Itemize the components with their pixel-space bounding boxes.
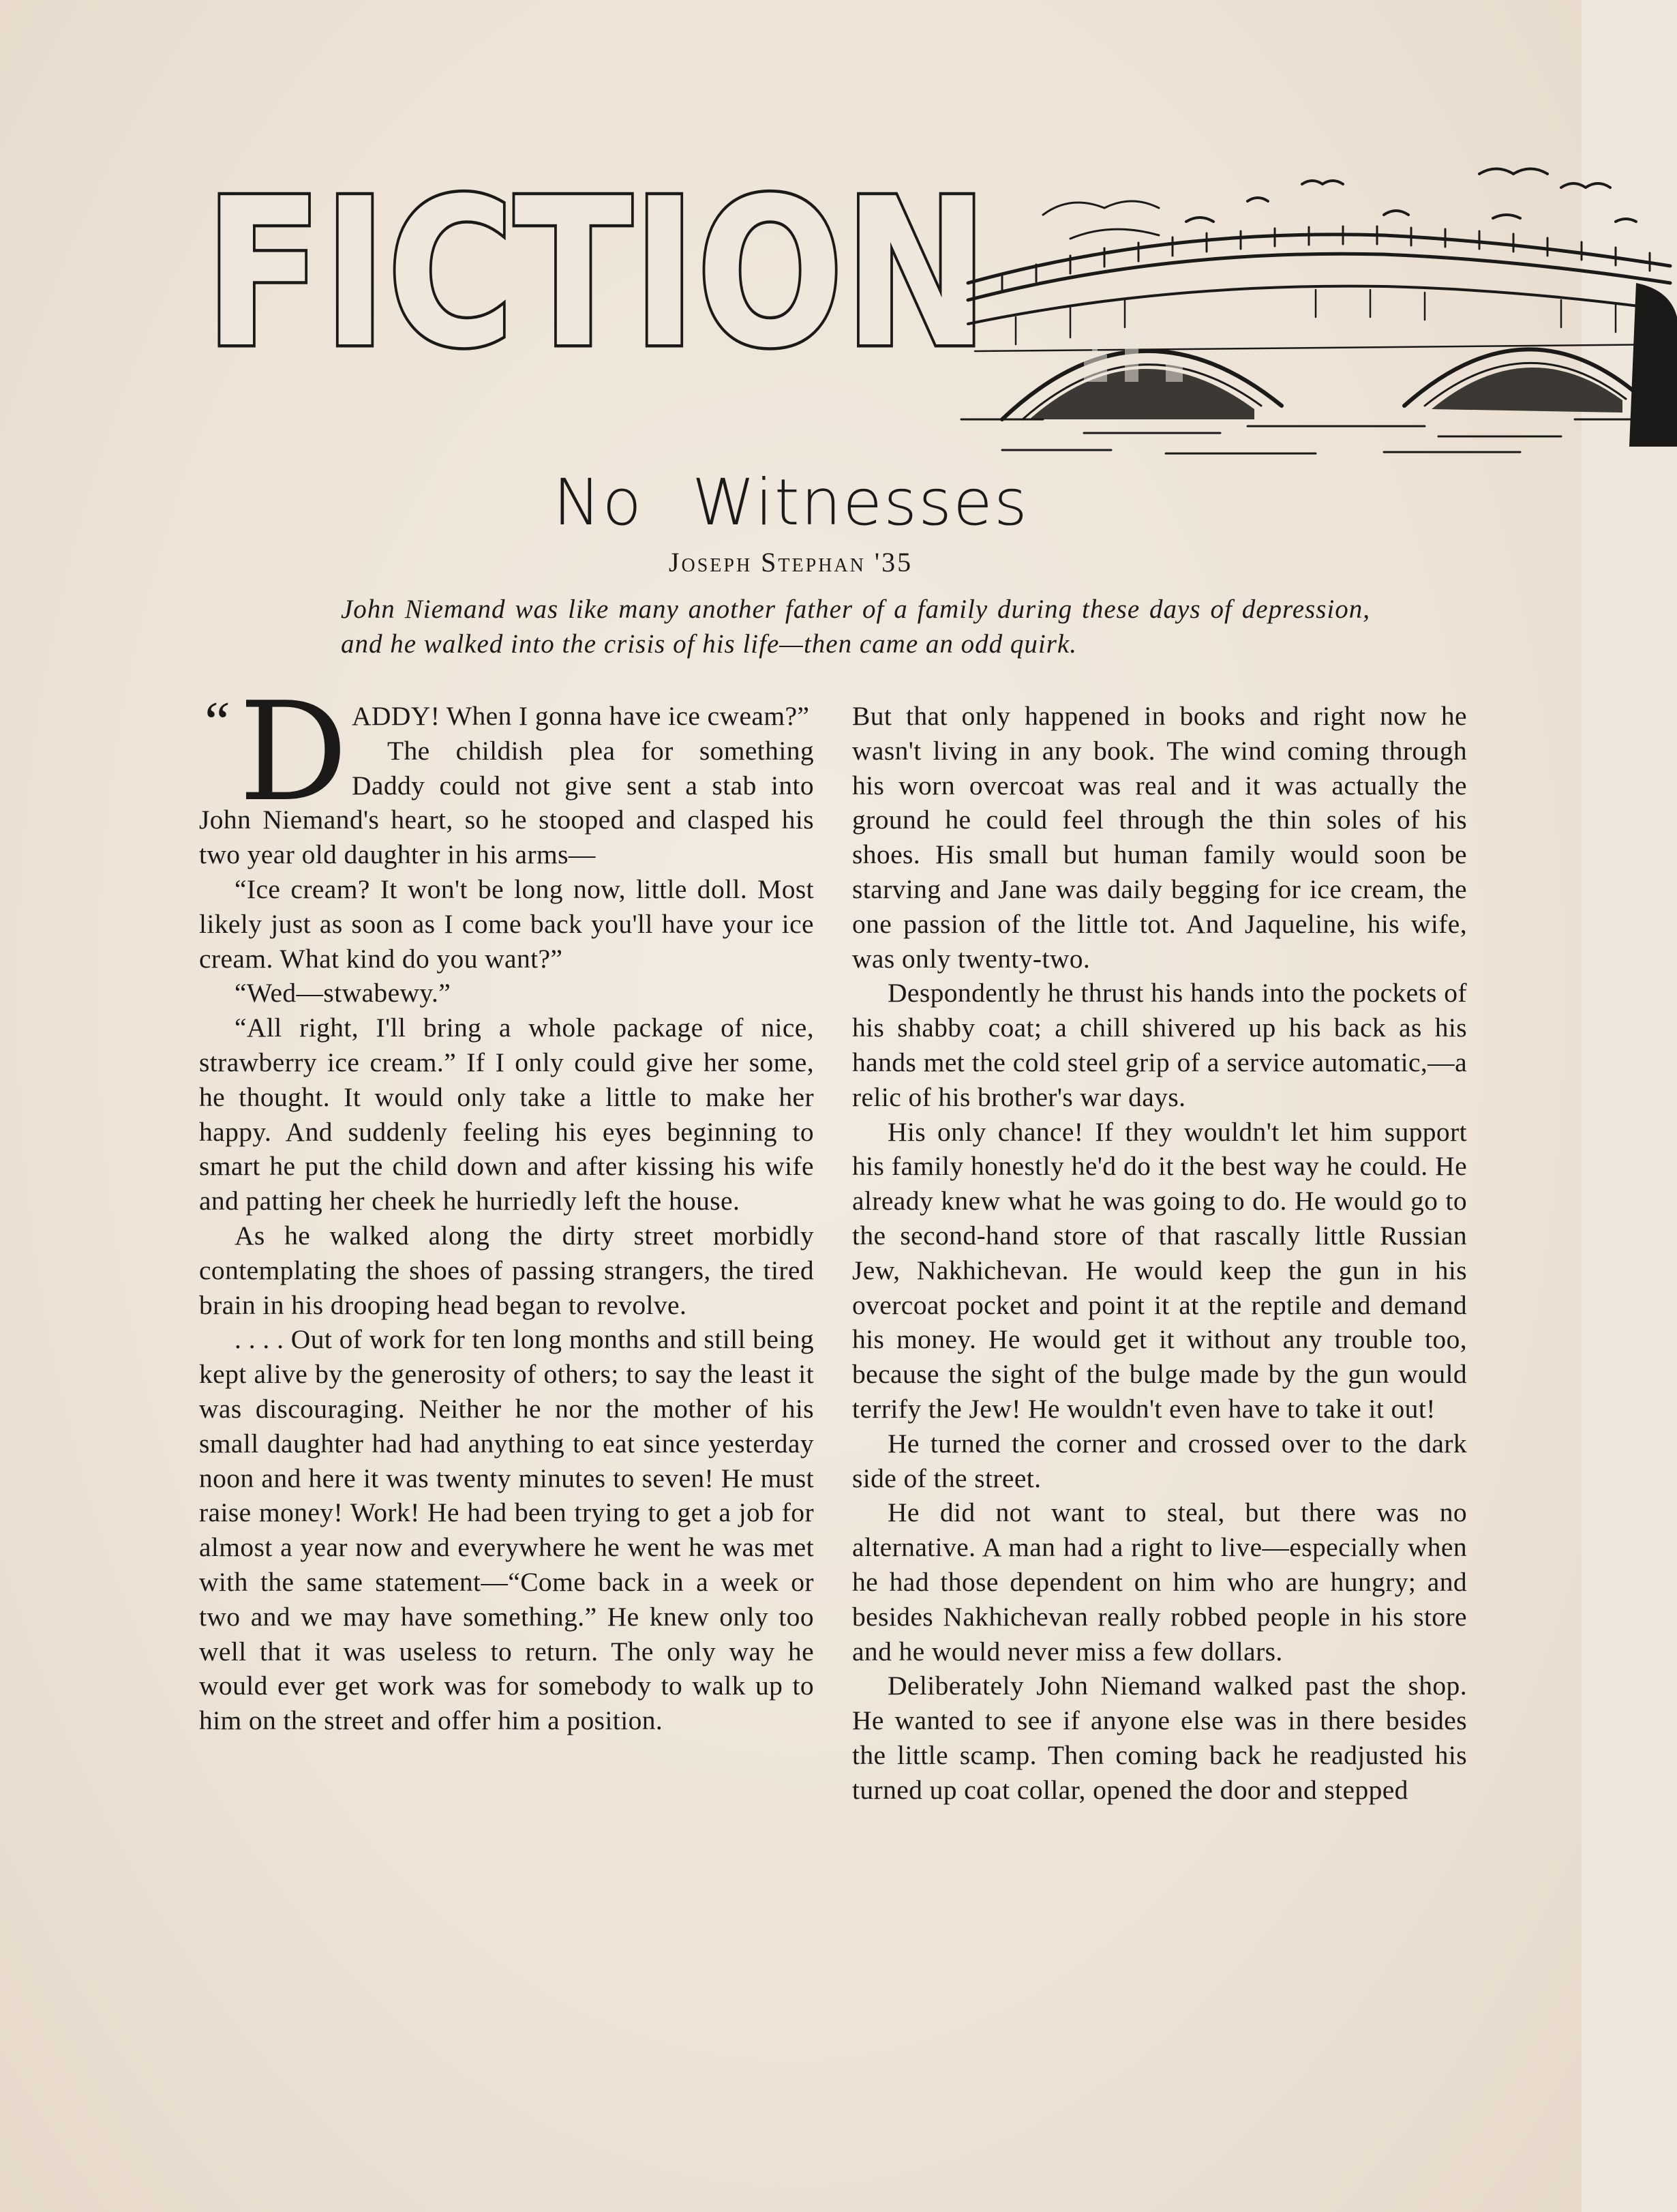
paragraph: He did not want to steal, but there was no alternative. A man had a right to live—especially when he had those dependent on him who are hungry; and besides Nakhichevan really robbed people in his store and he would never miss a few dollars. (852, 1497, 1467, 1667)
paragraph: But that only happened in books and right now he wasn't living in any book. The wind coming through his worn overcoat was real and it was actually the ground he could feel through the thin soles of his shoes. His small but human family would soon be starving and Jane was daily begging for ice cream, the one passion of the little tot. And Jaqueline, his wife, was only twenty-two. (852, 701, 1467, 974)
paragraph: Deliberately John Niemand walked past the shop. He wanted to see if anyone else was in there besides the little scamp. Then coming back he readjusted his turned up coat collar, opened the door and stepped (852, 1671, 1467, 1805)
paragraph: “Wed—stwabewy.” (235, 978, 451, 1008)
drop-cap-block (199, 673, 348, 832)
right-column (852, 699, 1467, 1808)
left-column (199, 673, 814, 1738)
fiction-heading-text: FICTION (205, 155, 988, 393)
author-byline: Joseph Stephan '35 (668, 547, 913, 578)
story-title: No Witnesses (553, 466, 1029, 540)
opening-quote-mark: “ (199, 690, 232, 753)
paragraph: “All right, I'll bring a whole package of nice, strawberry ice cream.” If I only could give her some, he thought. It would only take a little to make her happy. And suddenly feeling his eyes beginning to smart he put the child down and after kissing his wife and patting her cheek he hurriedly left the house. (199, 1013, 814, 1216)
paragraph: ADDY! When I gonna have ice cweam?” (352, 701, 810, 731)
paragraph: Despondently he thrust his hands into the pockets of his shabby coat; a chill shivered up his back as his hands met the cold steel grip of a service automatic,—a relic of his brother's war days. (852, 978, 1467, 1112)
paragraph: As he walked along the dirty street morbidly contemplating the shoes of passing strangers, the tired brain in his drooping head began to revolve. (199, 1220, 814, 1320)
paragraph: The childish plea for something Daddy could not give sent a stab into John Niemand's heart, so he stooped and clasped his two year old daughter in his arms— (199, 735, 814, 870)
paragraph: He turned the corner and crossed over to the dark side of the street. (852, 1428, 1467, 1493)
drop-cap-letter: D (239, 673, 348, 832)
fiction-masthead (205, 147, 1472, 460)
fiction-heading (205, 155, 995, 393)
story-intro: John Niemand was like many another father of a family during these days of depression, and he walked into the crisis of his life—then came an odd quirk. (341, 595, 1370, 659)
paragraph: “Ice cream? It won't be long now, little doll. Most likely just as soon as I come back you'll have your ice cream. What kind do you want?” (199, 873, 814, 974)
paragraph: His only chance! If they wouldn't let him support his family honestly he'd do it the best way he could. He already knew what he was going to do. He would go to the second-hand store of that rascally little Russian Jew, Nakhichevan. He would keep the gun in his overcoat pocket and point it at the reptile and demand his money. He would get it without any trouble too, because the sight of the bulge made by the gun would terrify the Jew! He wouldn't even have to take it out! (852, 1116, 1467, 1424)
bridge-illustration (961, 147, 1677, 460)
paragraph: . . . . Out of work for ten long months and still being kept alive by the generosity of others; to say the least it was discouraging. Neither he nor the mother of his small daughter had had anything to eat since yesterday noon and here it was twenty minutes to seven! He must raise money! Work! He had been trying to get a job for almost a year now and everywhere he went he was met with the same statement—“Come back in a week or two and we may have something.” He knew only too well that it was useless to return. The only way he would ever get work was for somebody to walk up to him on the street and offer him a position. (199, 1324, 814, 1736)
